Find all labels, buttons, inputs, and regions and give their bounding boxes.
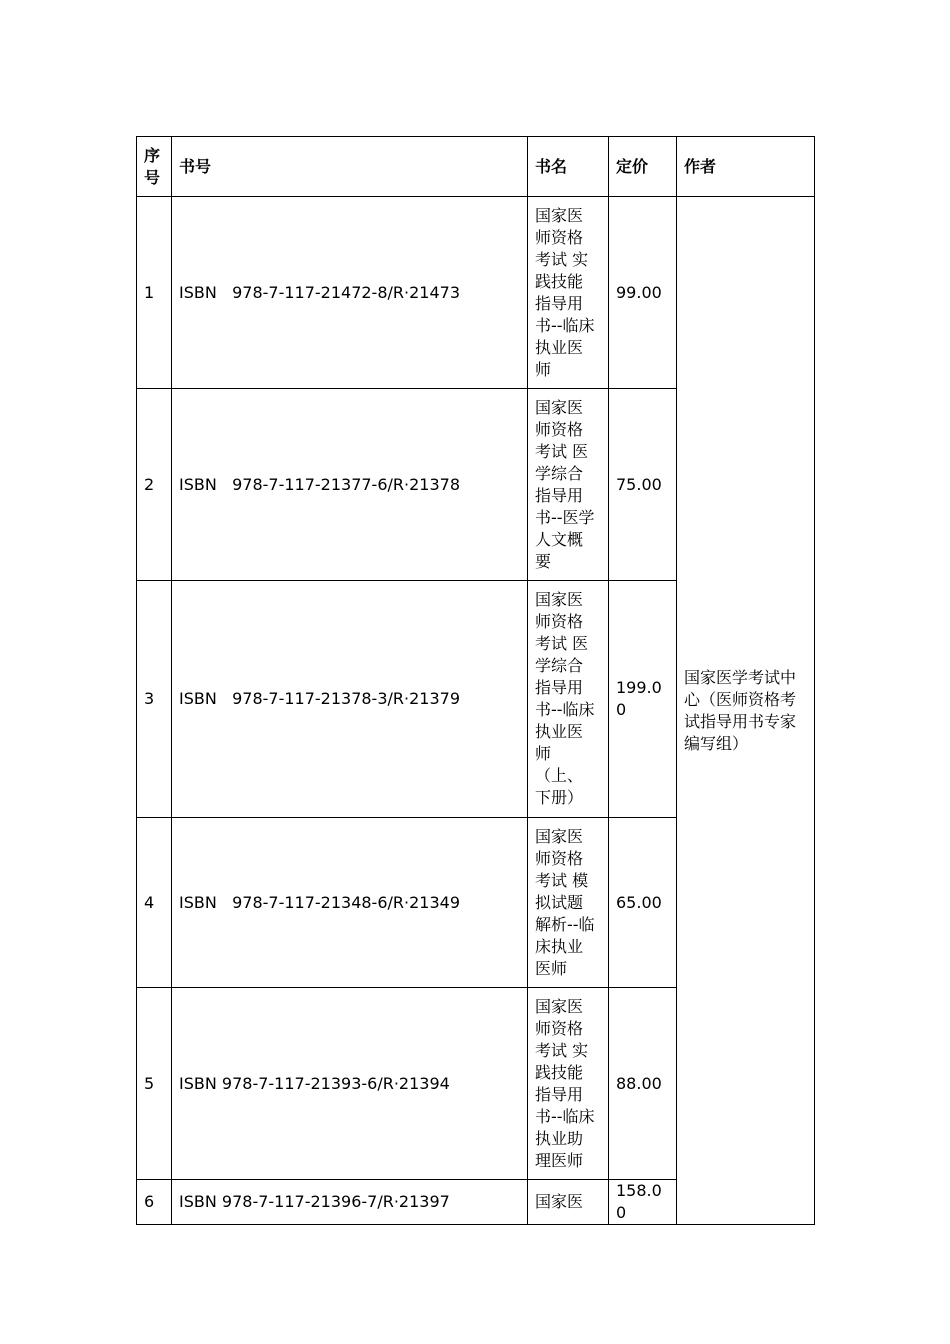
title-line: 考试 医 xyxy=(535,634,589,653)
author-line: 国家医学考试中 xyxy=(684,667,797,687)
title-line: 要 xyxy=(535,551,552,571)
title-line: 国家医 xyxy=(535,996,584,1016)
author-line: 心（医师资格考 xyxy=(684,689,797,709)
title-line: 践技能 xyxy=(535,271,584,291)
row-price: 158.00 xyxy=(609,1180,677,1225)
title-line: 师资格 xyxy=(535,1018,584,1038)
isbn-text: ISBN 978-7-117-21377-6/R·21378 xyxy=(179,474,460,494)
title-line: 执业医 xyxy=(535,337,584,357)
isbn-text: ISBN 978-7-117-21393-6/R·21394 xyxy=(179,1073,450,1093)
isbn-text: ISBN 978-7-117-21378-3/R·21379 xyxy=(179,689,460,708)
title-line: 指导用 xyxy=(535,293,584,313)
table-row xyxy=(137,197,815,389)
header-author: 作者 xyxy=(677,137,815,197)
title-line: 国家医 xyxy=(535,826,584,846)
row-title xyxy=(528,197,609,389)
header-serial-number xyxy=(137,137,172,197)
title-line: 人文概 xyxy=(535,529,584,549)
title-line: 指导用 xyxy=(535,678,584,697)
row-isbn xyxy=(172,197,528,389)
row-serial-number: 2 xyxy=(137,389,172,581)
title-line: 书--临床 xyxy=(535,700,595,719)
title-line: 书--医学 xyxy=(535,507,595,527)
row-price: 65.00 xyxy=(609,818,677,988)
title-line: 下册） xyxy=(535,788,584,807)
row-serial-number: 4 xyxy=(137,818,172,988)
title-line: 理医师 xyxy=(535,1150,584,1170)
header-serial-line: 序 xyxy=(144,145,161,165)
title-line: 执业助 xyxy=(535,1128,584,1148)
row-price: 88.00 xyxy=(609,988,677,1180)
title-line: 考试 模 xyxy=(535,870,589,890)
row-serial-number: 3 xyxy=(137,581,172,818)
row-title xyxy=(528,818,609,988)
header-serial-line: 号 xyxy=(144,167,161,187)
row-title xyxy=(528,389,609,581)
book-list-table xyxy=(136,136,815,1225)
isbn-text: ISBN 978-7-117-21396-7/R·21397 xyxy=(179,1192,450,1211)
title-line: 国家医 xyxy=(535,205,584,225)
title-line: 学综合 xyxy=(535,656,584,675)
row-isbn xyxy=(172,389,528,581)
isbn-text: ISBN 978-7-117-21348-6/R·21349 xyxy=(179,892,460,912)
row-price: 99.00 xyxy=(609,197,677,389)
row-serial-number: 1 xyxy=(137,197,172,389)
title-line: 床执业 xyxy=(535,936,584,956)
author-cell xyxy=(677,197,815,1225)
title-line: （上、 xyxy=(535,766,584,785)
title-line: 师资格 xyxy=(535,612,584,631)
row-serial-number: 5 xyxy=(137,988,172,1180)
row-title xyxy=(528,988,609,1180)
header-row xyxy=(137,137,815,197)
title-line: 书--临床 xyxy=(535,1106,595,1126)
title-line: 国家医 xyxy=(535,397,584,417)
title-line: 考试 医 xyxy=(535,441,589,461)
author-line: 试指导用书专家 xyxy=(684,711,797,731)
title-line: 解析--临 xyxy=(535,914,595,934)
title-line: 学综合 xyxy=(535,463,584,483)
title-line: 执业医 xyxy=(535,722,584,741)
row-price: 75.00 xyxy=(609,389,677,581)
title-line: 国家医 xyxy=(535,1192,584,1211)
row-isbn xyxy=(172,818,528,988)
header-price: 定价 xyxy=(609,137,677,197)
isbn-text: ISBN 978-7-117-21472-8/R·21473 xyxy=(179,282,460,302)
title-line: 医师 xyxy=(535,958,568,978)
title-line: 师 xyxy=(535,359,552,379)
row-title xyxy=(528,1180,609,1225)
title-line: 师资格 xyxy=(535,419,584,439)
author-line: 编写组） xyxy=(684,733,749,753)
row-isbn xyxy=(172,988,528,1180)
title-line: 指导用 xyxy=(535,1084,584,1104)
title-line: 师 xyxy=(535,744,552,763)
title-line: 书--临床 xyxy=(535,315,595,335)
title-line: 考试 实 xyxy=(535,249,589,269)
title-line: 考试 实 xyxy=(535,1040,589,1060)
row-title xyxy=(528,581,609,818)
title-line: 指导用 xyxy=(535,485,584,505)
header-isbn: 书号 xyxy=(172,137,528,197)
header-title: 书名 xyxy=(528,137,609,197)
title-line: 师资格 xyxy=(535,848,584,868)
title-line: 国家医 xyxy=(535,590,584,609)
title-line: 拟试题 xyxy=(535,892,584,912)
title-line: 师资格 xyxy=(535,227,584,247)
row-price: 199.00 xyxy=(609,581,677,818)
row-isbn xyxy=(172,1180,528,1225)
title-line: 践技能 xyxy=(535,1062,584,1082)
row-serial-number: 6 xyxy=(137,1180,172,1225)
row-isbn xyxy=(172,581,528,818)
